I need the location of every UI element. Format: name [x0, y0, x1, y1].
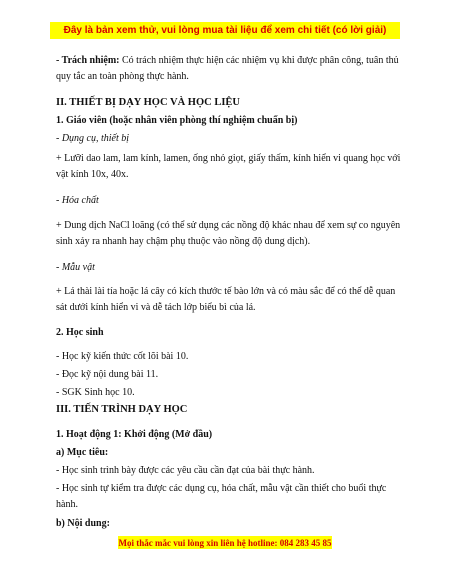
chemicals-label: - Hóa chất	[56, 195, 99, 206]
specimen-label: - Mẫu vật	[56, 262, 95, 273]
section-3-title: III. TIẾN TRÌNH DẠY HỌC	[56, 404, 188, 415]
responsibility-text: Có trách nhiệm thực hiện các nhiệm vụ khi được phân công, tuân thủ quy tắc an toàn phòng thực hành.	[56, 55, 399, 82]
student-item: - Học kỹ kiến thức cốt lõi bài 10.	[56, 351, 189, 362]
hotline-footer: Mọi thắc mắc vui lòng xin liên hệ hotline: 084 283 45 85	[118, 537, 332, 548]
specimen-text: + Lá thài lài tía hoặc lá cây có kích thước tế bào lớn và có màu sắc để có thể dễ quan sát dưới kính hiển vi và dễ tách lớp biểu bì của lá.	[56, 286, 396, 313]
tools-text: + Lưỡi dao lam, lam kính, lamen, ống nhỏ giọt, giấy thấm, kính hiển vi quang học với vật kính 10x, 40x.	[56, 153, 401, 180]
section-2-title: II. THIẾT BỊ DẠY HỌC VÀ HỌC LIỆU	[56, 97, 240, 108]
responsibility-label: - Trách nhiệm:	[56, 55, 120, 66]
activity-1-title: 1. Hoạt động 1: Khởi động (Mở đầu)	[56, 429, 213, 440]
objective-item: - Học sinh tự kiểm tra được các dụng cụ, hóa chất, mẫu vật cần thiết cho buổi thực hành.	[56, 483, 387, 510]
teacher-title: 1. Giáo viên (hoặc nhân viên phòng thí nghiệm chuẩn bị)	[56, 115, 298, 126]
objective-item: - Học sinh trình bày được các yêu cầu cần đạt của bài thực hành.	[56, 465, 315, 476]
tools-label: - Dụng cụ, thiết bị	[56, 133, 130, 144]
student-item: - Đọc kỹ nội dung bài 11.	[56, 369, 159, 380]
responsibility-paragraph	[56, 53, 401, 85]
objective-title: a) Mục tiêu:	[56, 447, 109, 458]
chemicals-text: + Dung dịch NaCl loãng (có thể sử dụng các nồng độ khác nhau để xem sự co nguyên sinh xảy ra nhanh hay chậm phụ thuộc vào nồng độ dung dịch).	[56, 220, 401, 247]
preview-banner: Đây là bản xem thử, vui lòng mua tài liệu để xem chi tiết (có lời giải)	[50, 22, 400, 39]
student-item: - SGK Sinh học 10.	[56, 387, 135, 398]
content-title: b) Nội dung:	[56, 518, 110, 529]
student-title: 2. Học sinh	[56, 327, 104, 338]
